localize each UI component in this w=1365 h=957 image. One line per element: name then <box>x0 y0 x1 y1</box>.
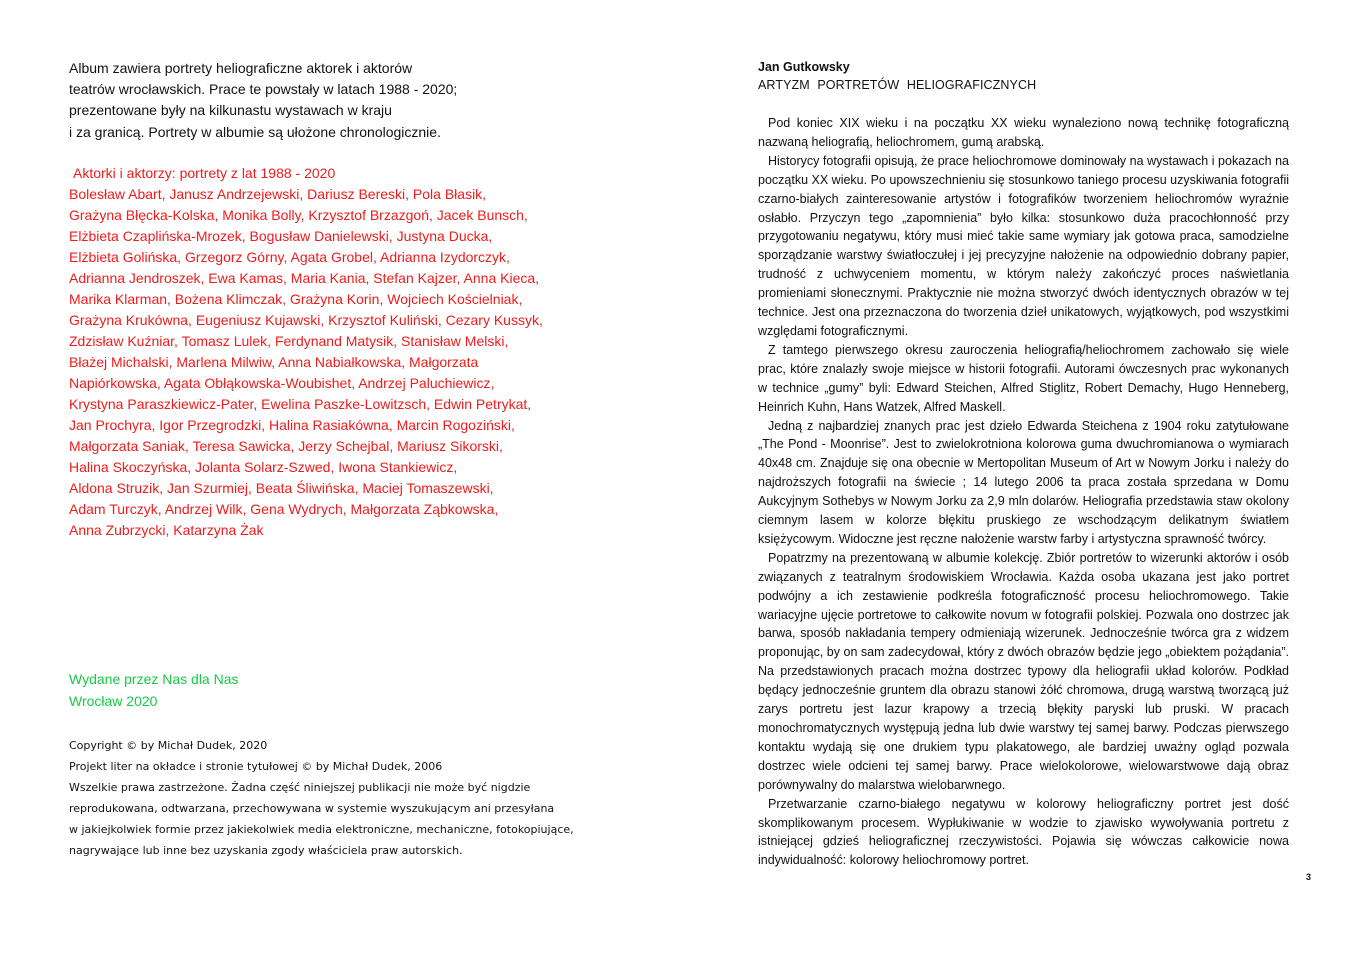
publisher-line: Wrocław 2020 <box>69 692 158 709</box>
actors-line: Halina Skoczyńska, Jolanta Solarz-Szwed, Iwona Stankiewicz, <box>69 458 458 475</box>
copyright-line: nagrywające lub inne bez uzyskania zgody właściciela praw autorskich. <box>69 844 463 857</box>
actors-line: Napiórkowska, Agata Obłąkowska-Woubishet, Andrzej Paluchiewicz, <box>69 374 495 391</box>
article-author: Jan Gutkowsky <box>758 60 850 74</box>
intro-line: prezentowane były na kilkunastu wystawach w kraju <box>69 102 392 119</box>
publisher-info <box>69 669 239 712</box>
actors-line: Elżbieta Czaplińska-Mrozek, Bogusław Danielewski, Justyna Ducka, <box>69 227 493 244</box>
actors-line: Adam Turczyk, Andrzej Wilk, Gena Wydrych, Małgorzata Ząbkowska, <box>69 500 499 517</box>
copyright-notice <box>69 735 629 861</box>
intro-line: i za granicą. Portrety w albumie są ułożone chronologicznie. <box>69 123 441 140</box>
article-title: ARTYZM PORTRETÓW HELIOGRAFICZNYCH <box>758 78 1037 92</box>
article-body <box>758 114 1289 870</box>
publisher-line: Wydane przez Nas dla Nas <box>69 671 239 687</box>
actors-line: Jan Prochyra, Igor Przegrodzki, Halina Rasiakówna, Marcin Rogoziński, <box>69 416 515 433</box>
article-paragraph: Popatrzmy na prezentowaną w albumie kolekcję. Zbiór portretów to wizerunki aktorów i osób związanych z teatralnym środowiskiem Wrocławia. Każda osoba ukazana jest jako portret podwójny a ich zestawienie podkreśla fotograficzność procesu heliochromowego. Takie wariacyjne ujęcie portretowe to całkowite novum w fotografii polskiej. Pozwala ono dostrzec jak barwa, sposób nakładania tempery odmieniają wizerunek. Jednocześnie twórca gra z widzem proponując, by on sam zadecydował, który z dwóch obrazów będzie jego „obiektem pożądania”. Na przedstawionych pracach można dostrzec typowy dla heliografii układ kolorów. Podkład będący jednocześnie gruntem dla obrazu stanowi żółć chromowa, drugą warstwą tworzącą już zarys portretu jest lazur krapowy a trzecią błękity paryski lub pruski. W pracach monochromatycznych występują jedna lub dwie warstwy tej samej barwy. Podczas pierwszego kontaktu wydają się one drukiem typu plakatowego, ale bardziej uważny ogląd pozwala dostrzec wiele odcieni tej samej barwy. Prace wielokolorowe, wielowarstwowe dają obraz porównywalny do malarstwa wielobarwnego. <box>758 550 1289 792</box>
actors-line: Małgorzata Saniak, Teresa Sawicka, Jerzy Schejbal, Mariusz Sikorski, <box>69 437 503 454</box>
actors-line: Elżbieta Golińska, Grzegorz Górny, Agata Grobel, Adrianna Izydorczyk, <box>69 248 510 265</box>
article-paragraph: Jedną z najbardziej znanych prac jest dzieło Edwarda Steichena z 1904 roku zatytułowane „The Pond - Moonrise”. Jest to zwielokrotniona kolorowa guma dwuchromianowa o wymiarach 40x48 cm. Znajduje się ona obecnie w Mertopolitan Museum of Art w Nowym Jorku i należy do najdroższych fotografii na świecie ; 14 lutego 2006 ta praca została sprzedana w Domu Aukcyjnym Sothebys w Nowym Jorku za 2,9 mln dolarów. Heliografia przedstawia staw okolony ciemnym lasem w kolorze błękitu pruskiego ze wschodzącym delikatnym światłem księżycowym. Widoczne jest ręczne nałożenie warstw farby i artystyczna sprawność twórcy. <box>758 418 1289 546</box>
left-page <box>69 58 629 541</box>
actors-list <box>69 184 629 541</box>
article-paragraph: Przetwarzanie czarno-białego negatywu w kolorowy heliograficzny portret jest dość skomplikowanym procesem. Wypłukiwanie w wodzie to zjawisko wywoływania portretu z istniejącej gdzieś heliograficznej rzeczywistości. Pojawia się wówczas całkowicie nowa indywidualność: kolorowy heliochromowy portret. <box>758 796 1289 868</box>
copyright-line: Projekt liter na okładce i stronie tytułowej © by Michał Dudek, 2006 <box>69 760 443 773</box>
intro-line: teatrów wrocławskich. Prace te powstały w latach 1988 - 2020; <box>69 81 458 98</box>
actors-line: Anna Zubrzycki, Katarzyna Żak <box>69 521 264 538</box>
actors-line: Adrianna Jendroszek, Ewa Kamas, Maria Kania, Stefan Kajzer, Anna Kieca, <box>69 269 540 286</box>
actors-line: Bolesław Abart, Janusz Andrzejewski, Dariusz Bereski, Pola Błasik, <box>69 185 487 202</box>
intro-line: Album zawiera portrety heliograficzne aktorek i aktorów <box>69 60 413 76</box>
article-paragraph: Pod koniec XIX wieku i na początku XX wieku wynaleziono nową technikę fotograficzną nazwaną heliografią, heliochromem, gumą arabską. <box>758 116 1289 149</box>
actors-line: Grażyna Błęcka-Kolska, Monika Bolly, Krzysztof Brzazgoń, Jacek Bunsch, <box>69 206 528 223</box>
intro-text <box>69 58 629 143</box>
right-page <box>758 58 1289 870</box>
copyright-line: Wszelkie prawa zastrzeżone. Żadna część niniejszej publikacji nie może być nigdzie <box>69 781 531 794</box>
copyright-line: Copyright © by Michał Dudek, 2020 <box>69 739 268 752</box>
actors-line: Zdzisław Kuźniar, Tomasz Lulek, Ferdynand Matysik, Stanisław Melski, <box>69 332 509 349</box>
copyright-line: w jakiejkolwiek formie przez jakiekolwiek media elektroniczne, mechaniczne, fotokopiujące, <box>69 823 574 836</box>
article-paragraph: Z tamtego pierwszego okresu zauroczenia heliografią/heliochromem zachowało się wiele prac, które znalazły swoje miejsce w historii fotografii. Autorami ówczesnych prac wykonanych w technice „gumy” byli: Edward Steichen, Alfred Stiglitz, Robert Demachy, Hugo Henneberg, Heinrich Kuhn, Hans Watzek, Alfred Maskell. <box>758 342 1289 414</box>
actors-line: Aldona Struzik, Jan Szurmiej, Beata Śliwińska, Maciej Tomaszewski, <box>69 479 494 496</box>
actors-line: Krystyna Paraszkiewicz-Pater, Ewelina Paszke-Lowitzsch, Edwin Petrykat, <box>69 395 532 412</box>
copyright-line: reprodukowana, odtwarzana, przechowywana w systemie wyszukującym ani przesyłana <box>69 802 555 815</box>
page-number: 3 <box>1306 872 1312 882</box>
actors-line: Marika Klarman, Bożena Klimczak, Grażyna Korin, Wojciech Kościelniak, <box>69 290 523 307</box>
actors-heading: Aktorki i aktorzy: portrety z lat 1988 - 2020 <box>73 164 336 181</box>
actors-line: Błażej Michalski, Marlena Milwiw, Anna Nabiałkowska, Małgorzata <box>69 353 479 370</box>
actors-line: Grażyna Krukówna, Eugeniusz Kujawski, Krzysztof Kuliński, Cezary Kussyk, <box>69 311 543 328</box>
article-paragraph: Historycy fotografii opisują, że prace heliochromowe dominowały na wystawach i pokazach na początku XX wieku. Po upowszechnieniu się stosunkowo taniego procesu uzyskiwania fotografii czarno-białych zainteresowanie artystów i fotografików tworzeniem heliochromów wyraźnie osłabło. Przyczyn tego „zapomnienia” było kilka: stosunkowo duża pracochłonność przy przygotowaniu negatywu, który musi mieć takie same wymiary jak gotowa praca, samodzielne sporządzanie warstwy światłoczułej i jej precyzyjne nałożenie na odpowiednio dobrany papier, trudność z uchwyceniem momentu, w którym należy zakończyć proces naświetlania promieniami słonecznymi. Praktycznie nie można stworzyć dwóch identycznych obrazów w tej technice. Jest ona przeznaczona do tworzenia dzieł unikatowych, wyjątkowych, pod wszystkimi względami fotograficznymi. <box>758 153 1289 338</box>
